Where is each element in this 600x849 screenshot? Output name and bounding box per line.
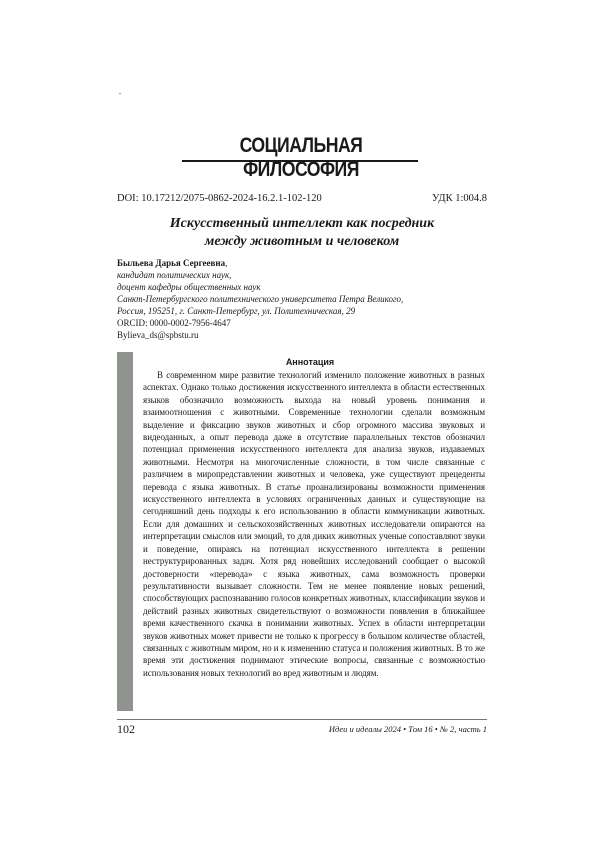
author-degree: кандидат политических наук, (117, 270, 232, 280)
abstract-side-bar (117, 352, 133, 711)
meta-row (117, 193, 487, 207)
section-title: СОЦИАЛЬНАЯ ФИЛОСОФИЯ (239, 134, 363, 181)
author-name: Быльева Дарья Сергеевна (117, 258, 226, 268)
abstract-box (117, 352, 487, 711)
author-affiliation: Санкт-Петербургского политехнического университета Петра Великого, (117, 294, 404, 304)
author-address: Россия, 195251, г. Санкт-Петербург, ул. Политехническая, 29 (117, 306, 356, 316)
author-name-comma: , (225, 258, 228, 268)
author-email[interactable]: Bylieva_ds@spbstu.ru (117, 330, 199, 340)
footer-rule (117, 719, 487, 720)
doi[interactable]: DOI: 10.17212/2075-0862-2024-16.2.1-102-120 (117, 193, 322, 204)
section-title-underline (182, 160, 418, 162)
scan-mark (119, 93, 121, 94)
article-title-line-2: между животным и человеком (204, 234, 400, 249)
article-title (117, 215, 487, 251)
udk-code: УДК 1:004.8 (432, 193, 487, 204)
abstract-heading: Аннотация (285, 357, 335, 367)
article-title-line-1: Искусственный интеллект как посредник (169, 216, 435, 231)
author-orcid[interactable]: ORCID: 0000-0002-7956-4647 (117, 318, 231, 328)
author-block (117, 257, 487, 341)
page-number: 102 (117, 722, 135, 736)
author-position: доцент кафедры общественных наук (117, 282, 261, 292)
abstract-text: В современном мире развитие технологий изменило положение животных в разных аспектах. Однако только достижения искусственного интеллекта в области естественных языков обозначило возможность выхода на новый уровень понимания и взаимоотношения с животными. Современные технологии сделали возможным выделение и фиксацию звуков животных и сбор огромного массива звуковых и видеоданных, а опыт перевода даже в отсутствие параллельных текстов обозначил потенциал применения искусственного интеллекта для анализа звуков, издаваемых животными. Несмотря на многочисленные сложности, в том числе связанные с различием в миропредставлении животных и человека, уже существуют прецеденты перевода с языка животных. В статье проанализированы возможности применения искусственного интеллекта в условиях ограниченных данных и существующие на сегодняшний день подходы к его использованию в области коммуникации животных. Если для домашних и сельскохозяйственных животных исследователи опираются на интерпретации смыслов или эмоций, то для диких животных ученые сопоставляют звуки и поведение, опираясь на потенциал искусственного интеллекта в решении неструктурированных задач. Хотя ряд новейших исследований сообщает о высокой достоверности «перевода» с языка животных, сама возможность проверки результативности вызывает сложности. Тем не менее появление новых решений, способствующих распознаванию голосов конкретных животных, классификации звуков и действий разных животных свидетельствуют о возможности появления в ближайшее время качественного скачка в понимании животных. Успех в области интерпретации звуков животных может привести не только к прогрессу в большом количестве областей, связанных с животным миром, но и к изменению статуса и положения животных. В то же время эти достижения поднимают этические вопросы, связанные с возможностью использования новых технологий во вред животным и людям. (143, 370, 485, 678)
journal-info: Идеи и идеалы 2024 • Том 16 • № 2, часть 1 (328, 724, 487, 734)
